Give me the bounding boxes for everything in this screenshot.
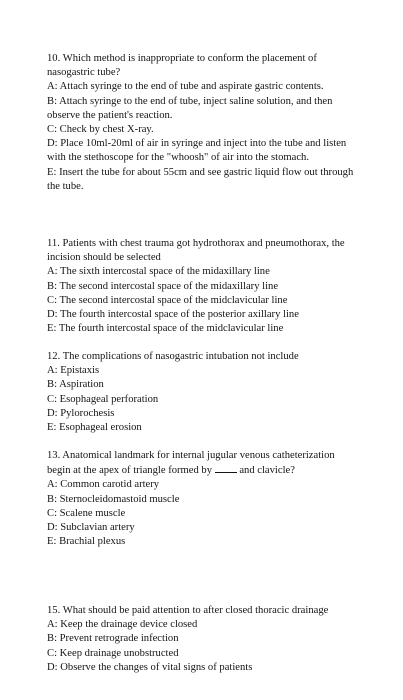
question-11-option-c: C: The second intercostal space of the midclavicular line: [47, 294, 288, 306]
question-11-option-e: E: The fourth intercostal space of the midclavicular line: [47, 323, 284, 335]
question-10-option-a: A: Attach syringe to the end of tube and aspirate gastric contents.: [47, 81, 324, 93]
question-11-stem: 11. Patients with chest trauma got hydrothorax and pneumothorax, the incision should be selected: [47, 238, 345, 264]
answer-blank: [215, 463, 237, 473]
question-13-stem-tail: and clavicle?: [239, 465, 295, 477]
question-13-stem-text: 13. Anatomical landmark for internal jugular venous catheterization begin at the apex of triangle formed by: [47, 450, 335, 477]
question-15-stem: 15. What should be paid attention to after closed thoracic drainage: [47, 605, 329, 616]
question-11-option-b: B: The second intercostal space of the midaxillary line: [47, 280, 279, 292]
question-10-option-d: D: Place 10ml-20ml of air in syringe and inject into the tube and listen with the stethoscope for the "whoosh" of air into the stomach.: [47, 138, 347, 164]
question-11-option-a: A: The sixth intercostal space of the midaxillary line: [47, 266, 270, 278]
question-11: [47, 237, 359, 336]
question-13-option-d: D: Subclavian artery: [47, 522, 135, 534]
question-15-option-a: A: Keep the drainage device closed: [47, 619, 198, 631]
question-10-option-e: E: Insert the tube for about 55cm and see gastric liquid flow out through the tube.: [47, 166, 354, 192]
question-11-option-d: D: The fourth intercostal space of the posterior axillary line: [47, 309, 299, 321]
question-12-option-b: B: Aspiration: [47, 379, 104, 391]
question-15-option-c: C: Keep drainage unobstructed: [47, 647, 179, 659]
question-10-stem: 10. Which method is inappropriate to conform the placement of nasogastric tube?: [47, 53, 317, 79]
question-12-option-c: C: Esophageal perforation: [47, 393, 159, 405]
question-12-option-e: E: Esophageal erosion: [47, 422, 142, 434]
question-12: [47, 350, 359, 435]
question-15-option-d: D: Observe the changes of vital signs of patients: [47, 661, 253, 673]
question-12-option-a: A: Epistaxis: [47, 365, 100, 377]
question-13-option-c: C: Scalene muscle: [47, 507, 126, 519]
question-13-option-b: B: Sternocleidomastoid muscle: [47, 493, 180, 505]
question-15-option-b: B: Prevent retrograde infection: [47, 633, 179, 645]
question-10: [47, 52, 359, 194]
question-13: [47, 449, 359, 549]
question-12-stem: 12. The complications of nasogastric intubation not include: [47, 351, 299, 362]
question-13-option-a: A: Common carotid artery: [47, 479, 160, 491]
question-12-option-d: D: Pylorochesis: [47, 407, 115, 419]
question-10-option-c: C: Check by chest X-ray.: [47, 124, 154, 136]
question-13-stem: [47, 449, 359, 478]
question-15: [47, 604, 359, 675]
question-10-option-b: B: Attach syringe to the end of tube, inject saline solution, and then observe the patient's reaction.: [47, 95, 333, 121]
question-13-option-e: E: Brachial plexus: [47, 536, 126, 548]
